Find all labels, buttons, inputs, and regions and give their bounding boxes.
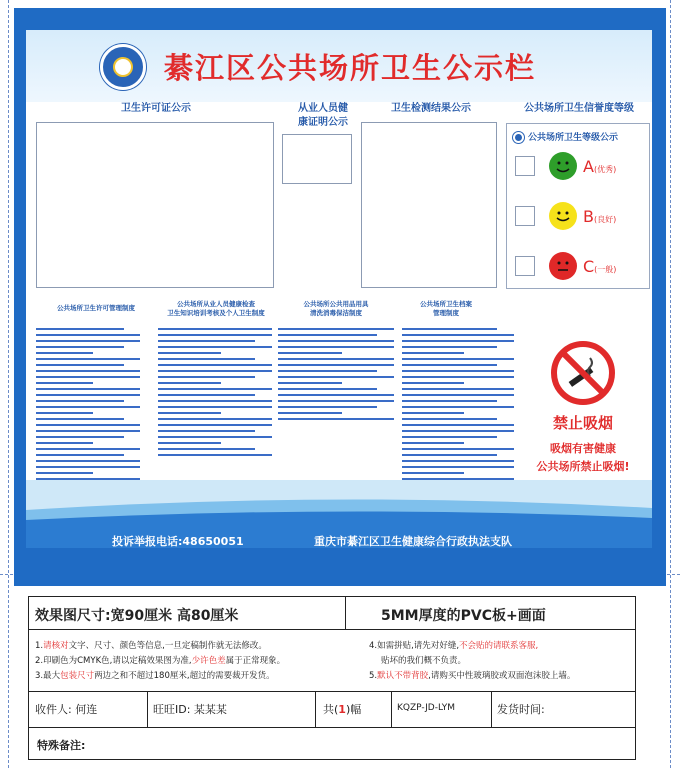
- rule-text-line: [158, 340, 255, 342]
- rule-text-line: [36, 406, 140, 408]
- no-smoking-icon: [550, 340, 616, 406]
- rule-text-line: [36, 376, 140, 378]
- rule-text-line: [158, 334, 272, 336]
- divider: [345, 597, 346, 629]
- divider: [391, 691, 392, 727]
- health-emblem-icon: [100, 44, 146, 90]
- divider: [315, 691, 316, 727]
- rule-text-line: [278, 364, 394, 366]
- rule-text-line: [158, 412, 221, 414]
- rule-text-line: [402, 442, 464, 444]
- rule-title-3: 公共场所公共用品用具 清洗消毒保洁制度: [303, 300, 369, 317]
- rule-text-line: [402, 334, 514, 336]
- notice-board: [14, 8, 666, 586]
- rule-text-line: [158, 394, 255, 396]
- rule-text-line: [36, 436, 124, 438]
- guide-line-left: [8, 0, 9, 768]
- sheet-count: 共(1)幅: [323, 703, 362, 716]
- size-label: 效果图尺寸:宽90厘米 高80厘米: [35, 608, 239, 624]
- rule-text-line: [158, 328, 272, 330]
- red-neutral-face-icon: [549, 252, 577, 280]
- grade-c-checkbox[interactable]: [515, 256, 535, 276]
- complaint-hotline: 投诉举报电话:48650051: [112, 535, 244, 548]
- rule-text-line: [402, 340, 514, 342]
- grade-a-label: A(优秀): [583, 157, 617, 176]
- rule-text-line: [402, 466, 514, 468]
- divider: [29, 629, 635, 630]
- rule-text-line: [278, 346, 394, 348]
- rule-text-line: [402, 382, 464, 384]
- rule-text-line: [158, 430, 255, 432]
- rule-text-line: [158, 370, 272, 372]
- rule-text-line: [402, 346, 497, 348]
- rule-text-line: [402, 424, 514, 426]
- rule-text-line: [36, 370, 140, 372]
- test-result-title: 卫生检测结果公示: [391, 103, 471, 114]
- rule-text-line: [36, 466, 140, 468]
- guide-line-right: [670, 0, 671, 768]
- permit-title: 卫生许可证公示: [121, 103, 191, 114]
- rule-text-line: [278, 352, 342, 354]
- rule-text-line: [278, 406, 377, 408]
- rule-text-line: [278, 400, 394, 402]
- test-result-box: [361, 122, 497, 288]
- health-cert-title-line1: 从业人员健: [298, 103, 348, 114]
- rule-text-line: [278, 358, 394, 360]
- rule-text-line: [158, 352, 221, 354]
- rule-text-line: [278, 388, 377, 390]
- rule-text-line: [36, 442, 93, 444]
- note-1: 1.请核对文字、尺寸、颜色等信息,一旦定稿制作就无法修改。: [35, 641, 267, 651]
- rule-text-line: [402, 418, 497, 420]
- rule-text-line: [36, 412, 93, 414]
- recipient: 收件人: 何连: [35, 703, 98, 716]
- rule-text-line: [278, 340, 394, 342]
- rule-text-line: [158, 454, 272, 456]
- rule-text-line: [278, 328, 394, 330]
- note-2: 2.印刷色为CMYK色,请以定稿效果图为准,少许色差属于正常现象。: [35, 656, 286, 666]
- rule-text-line: [158, 418, 272, 420]
- rule-text-line: [278, 418, 394, 420]
- no-smoking-line1: 吸烟有害健康: [550, 442, 616, 455]
- note-5: 5.默认不带背胶,请购买中性玻璃胶或双面泡沫胶上墙。: [369, 671, 576, 681]
- wangwang-id: 旺旺ID: 某某某: [153, 703, 227, 716]
- rule-text-line: [36, 424, 140, 426]
- grade-a-checkbox[interactable]: [515, 156, 535, 176]
- note-4-line2: 贴坏的我们概不负责。: [381, 656, 467, 666]
- rule-text-line: [402, 364, 497, 366]
- note-3: 3.最大包装尺寸两边之和不超过180厘米,超过的需要裁开发货。: [35, 671, 275, 681]
- rule-text-line: [36, 448, 140, 450]
- rule-text-line: [36, 430, 140, 432]
- rule-text-line: [402, 328, 497, 330]
- rule-text-line: [278, 412, 342, 414]
- rule-text-line: [402, 370, 514, 372]
- rule-text-line: [36, 352, 93, 354]
- rule-text-line: [278, 394, 394, 396]
- rule-text-line: [36, 334, 140, 336]
- rule-text-line: [158, 442, 221, 444]
- rule-text-line: [402, 388, 514, 390]
- rule-text-line: [36, 358, 140, 360]
- divider: [29, 691, 635, 692]
- rule-title-1: 公共场所卫生许可管理制度: [57, 304, 135, 312]
- rule-text-line: [402, 460, 514, 462]
- rating-heading-text: 公共场所卫生等级公示: [528, 133, 619, 143]
- health-cert-box: [282, 134, 352, 184]
- rule-title-4: 公共场所卫生档案 管理制度: [420, 300, 472, 317]
- yellow-smile-icon: [549, 202, 577, 230]
- rule-text-line: [36, 388, 140, 390]
- no-smoking-title: 禁止吸烟: [552, 414, 613, 432]
- rule-text-line: [36, 460, 140, 462]
- rule-text-line: [36, 418, 124, 420]
- rule-text-line: [158, 388, 272, 390]
- divider: [29, 727, 635, 728]
- rating-panel: [506, 123, 650, 289]
- permit-box: [36, 122, 274, 288]
- rule-text-line: [158, 406, 272, 408]
- special-note: 特殊备注:: [37, 739, 86, 752]
- rule-text-line: [36, 346, 124, 348]
- rule-text-line: [158, 346, 272, 348]
- rule-text-line: [36, 454, 124, 456]
- rule-text-line: [36, 394, 140, 396]
- rule-text-line: [158, 436, 272, 438]
- rule-text-line: [402, 436, 497, 438]
- rule-text-line: [36, 472, 93, 474]
- order-code: KQZP-JD-LYM: [397, 703, 456, 713]
- green-smile-icon: [549, 152, 577, 180]
- rule-text-line: [158, 382, 221, 384]
- grade-c-label: C(一般): [583, 257, 617, 276]
- rule-text-line: [402, 358, 514, 360]
- rule-text-line: [278, 334, 377, 336]
- rule-text-line: [402, 454, 497, 456]
- rule-title-2: 公共场所从业人员健康检查 卫生知识培训考核及个人卫生制度: [167, 300, 265, 317]
- no-smoking-line2: 公共场所禁止吸烟!: [536, 460, 630, 473]
- rule-text-line: [158, 400, 272, 402]
- health-cert-title-line2: 康证明公示: [298, 117, 348, 128]
- board-panel: [26, 30, 652, 548]
- small-emblem-icon: [513, 132, 524, 143]
- rule-text-line: [36, 382, 93, 384]
- authority-name: 重庆市綦江区卫生健康综合行政执法支队: [314, 535, 512, 548]
- rule-text-line: [402, 472, 464, 474]
- order-info-table: [28, 596, 636, 760]
- rating-heading: [513, 130, 618, 143]
- grade-b-label: B(良好): [583, 207, 617, 226]
- rule-text-line: [402, 430, 514, 432]
- rule-text-line: [36, 364, 124, 366]
- note-4: 4.如需拼贴,请先对好缝,不会贴的请联系客服,: [369, 641, 539, 651]
- rule-text-line: [158, 364, 272, 366]
- rule-text-line: [402, 394, 514, 396]
- rule-text-line: [278, 376, 394, 378]
- material-label: 5MM厚度的PVC板+画面: [381, 608, 546, 624]
- rule-text-line: [402, 352, 464, 354]
- credit-grade-title: 公共场所卫生信誉度等级: [524, 103, 634, 114]
- rule-text-line: [402, 400, 497, 402]
- rule-text-line: [402, 376, 514, 378]
- rule-text-line: [278, 370, 377, 372]
- rule-text-line: [158, 448, 255, 450]
- rule-text-line: [158, 424, 272, 426]
- rule-text-line: [36, 400, 124, 402]
- rule-text-line: [158, 376, 255, 378]
- rule-text-line: [402, 448, 514, 450]
- rule-text-line: [158, 358, 255, 360]
- board-title: 綦江区公共场所卫生公示栏: [164, 51, 537, 85]
- rule-text-line: [36, 340, 140, 342]
- ship-time: 发货时间:: [497, 703, 545, 716]
- divider: [491, 691, 492, 727]
- divider: [147, 691, 148, 727]
- rule-text-line: [36, 328, 124, 330]
- grade-b-checkbox[interactable]: [515, 206, 535, 226]
- rule-text-line: [278, 382, 342, 384]
- rule-text-line: [402, 406, 514, 408]
- rule-text-line: [402, 412, 464, 414]
